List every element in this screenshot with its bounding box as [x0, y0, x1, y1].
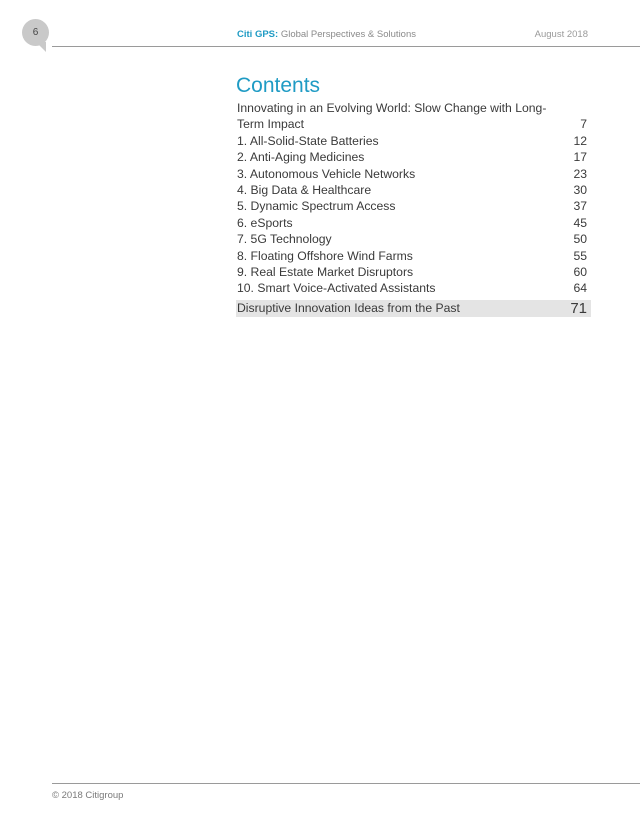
header-title [237, 29, 416, 40]
toc-item-page: 23 [573, 166, 587, 181]
toc-item-page: 64 [573, 281, 587, 296]
page-number-badge: 6 [22, 19, 49, 46]
toc-item-label: 6. eSports [237, 215, 293, 230]
toc-item-page: 55 [573, 248, 587, 263]
toc-item-label: 1. All-Solid-State Batteries [237, 133, 379, 148]
toc-item-label: 3. Autonomous Vehicle Networks [237, 166, 416, 181]
page-badge-tail [36, 42, 46, 52]
toc-item-label: 5. Dynamic Spectrum Access [237, 199, 396, 214]
header-subtitle: Global Perspectives & Solutions [280, 29, 416, 40]
toc-item-page: 30 [573, 183, 587, 198]
toc-item[interactable] [236, 215, 591, 231]
toc-item-page: 17 [573, 150, 587, 165]
toc-item-page: 7 [580, 117, 587, 132]
toc-item-page: 71 [570, 299, 587, 317]
toc-item-page: 60 [573, 265, 587, 280]
toc-item-page: 50 [573, 232, 587, 247]
toc-item[interactable] [236, 182, 591, 198]
toc-item-page: 37 [573, 199, 587, 214]
toc-item-label: 9. Real Estate Market Disruptors [237, 265, 414, 280]
toc-item[interactable] [236, 100, 591, 133]
toc-item[interactable] [236, 264, 591, 280]
toc-item-label: 7. 5G Technology [237, 232, 332, 247]
toc-item-label: 2. Anti-Aging Medicines [237, 150, 365, 165]
toc-item[interactable] [236, 280, 591, 296]
toc-item-page: 45 [573, 215, 587, 230]
toc-item-label: 4. Big Data & Healthcare [237, 183, 372, 198]
contents-title: Contents [236, 74, 321, 97]
header-divider [52, 46, 640, 47]
brand-name: Citi GPS: [237, 29, 279, 40]
toc-item-label: Innovating in an Evolving World: Slow Change with Long-Term Impact [237, 101, 547, 132]
toc-item[interactable] [236, 133, 591, 149]
toc-item[interactable] [236, 198, 591, 214]
toc-item-page: 12 [573, 133, 587, 148]
toc-item-label: Disruptive Innovation Ideas from the Past [237, 300, 460, 315]
toc-item[interactable] [236, 149, 591, 165]
toc-item-label: 10. Smart Voice-Activated Assistants [237, 281, 436, 296]
toc-item-label: 8. Floating Offshore Wind Farms [237, 248, 413, 263]
toc-item[interactable] [236, 166, 591, 182]
toc-item[interactable] [236, 248, 591, 264]
footer-copyright: © 2018 Citigroup [52, 790, 124, 801]
toc-item-highlighted[interactable] [236, 300, 591, 317]
footer-divider [52, 783, 640, 784]
toc-item[interactable] [236, 231, 591, 247]
header-date: August 2018 [534, 29, 588, 40]
table-of-contents [236, 100, 591, 317]
